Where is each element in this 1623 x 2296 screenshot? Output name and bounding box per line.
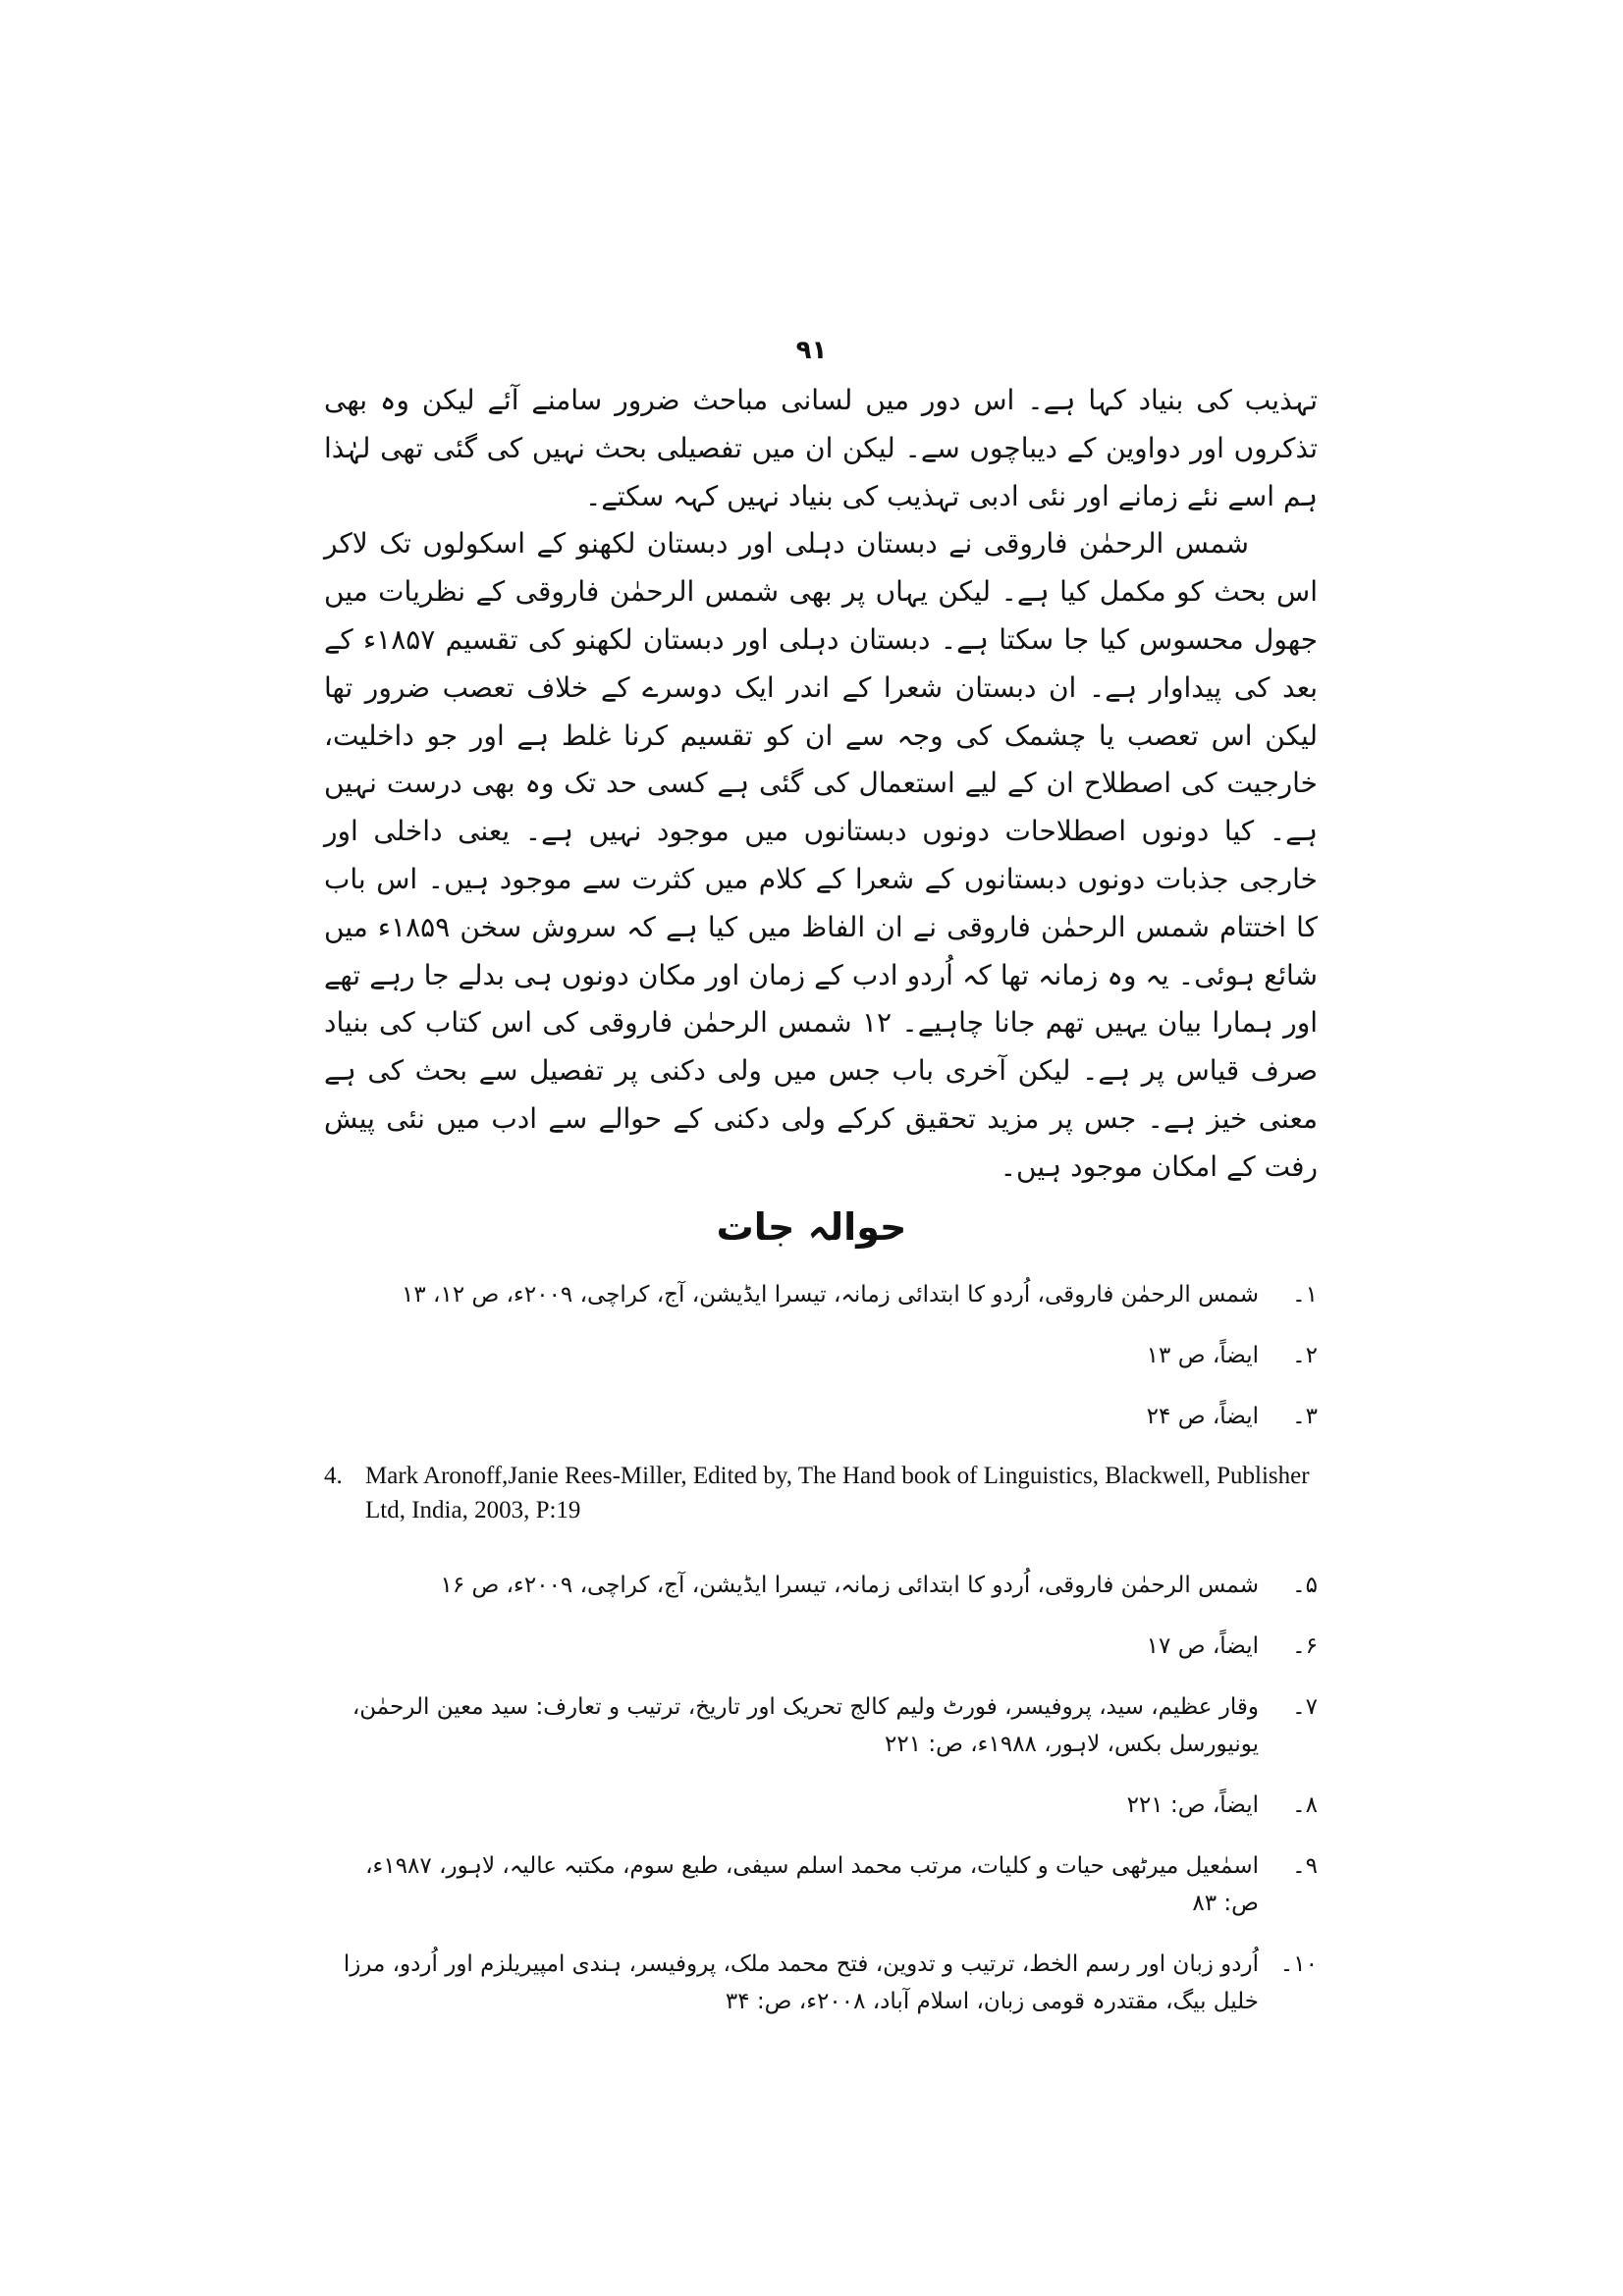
reference-number: ۲۔ bbox=[1292, 1343, 1318, 1368]
reference-number: 4. bbox=[324, 1463, 343, 1489]
reference-text: اُردو زبان اور رسم الخط، ترتیب و تدوین، فتح محمد ملک، پروفیسر، ہندی امپیریلزم اور اُردو، مرزا خلیل بیگ، مقتدرہ قومی زبان، اسلام آباد، ۲۰۰۸ء، ص: ۳۴ bbox=[343, 1951, 1259, 2014]
reference-item bbox=[324, 1337, 1318, 1374]
reference-text: شمس الرحمٰن فاروقی، اُردو کا ابتدائی زمانہ، تیسرا ایڈیشن، آج، کراچی، ۲۰۰۹ء، ص ۱۶ bbox=[440, 1573, 1259, 1598]
reference-number: ۷۔ bbox=[1292, 1694, 1318, 1720]
reference-number: ۶۔ bbox=[1292, 1633, 1318, 1659]
reference-number: ۱۔ bbox=[1292, 1282, 1318, 1308]
reference-item bbox=[324, 1847, 1318, 1922]
reference-item bbox=[324, 1787, 1318, 1824]
reference-number: ۵۔ bbox=[1292, 1573, 1318, 1598]
reference-text: وقار عظیم، سید، پروفیسر، فورٹ ولیم کالج تحریک اور تاریخ، ترتیب و تعارف: سید معین الرحمٰن، یونیورسل بکس، لاہور، ۱۹۸۸ء، ص: ۲۲۱ bbox=[352, 1694, 1259, 1757]
reference-item bbox=[324, 1398, 1318, 1435]
reference-item bbox=[324, 1567, 1318, 1604]
reference-item bbox=[324, 1688, 1318, 1763]
reference-number: ۱۰۔ bbox=[1279, 1951, 1318, 1977]
reference-number: ۸۔ bbox=[1292, 1792, 1318, 1818]
references-list bbox=[324, 1276, 1318, 2044]
page-number: ۹۱ bbox=[795, 336, 828, 365]
reference-item bbox=[324, 1459, 1318, 1527]
reference-text: اسمٰعیل میرٹھی حیات و کلیات، مرتب محمد اسلم سیفی، طبع سوم، مکتبہ عالیہ، لاہور، ۱۹۸۷ء، ص: ۸۳ bbox=[365, 1853, 1259, 1916]
reference-number: ۹۔ bbox=[1292, 1853, 1318, 1879]
reference-text: ایضاً، ص ۱۳ bbox=[1146, 1343, 1259, 1368]
references-heading: حوالہ جات bbox=[716, 1205, 907, 1249]
reference-item bbox=[324, 1276, 1318, 1313]
reference-text: ایضاً، ص: ۲۲۱ bbox=[1126, 1792, 1259, 1818]
reference-text: شمس الرحمٰن فاروقی، اُردو کا ابتدائی زمانہ، تیسرا ایڈیشن، آج، کراچی، ۲۰۰۹ء، ص ۱۲، ۱۳ bbox=[402, 1282, 1259, 1308]
reference-item bbox=[324, 1628, 1318, 1665]
reference-text: ایضاً، ص ۱۷ bbox=[1146, 1633, 1259, 1659]
body-text bbox=[324, 377, 1318, 1192]
reference-text: Mark Aronoff,Janie Rees-Miller, Edited by, The Hand book of Linguistics, Blackwell, Publisher Ltd, India, 2003, P:19 bbox=[365, 1463, 1310, 1523]
reference-text: ایضاً، ص ۲۴ bbox=[1146, 1404, 1259, 1429]
paragraph: تہذیب کی بنیاد کہا ہے۔ اس دور میں لسانی مباحث ضرور سامنے آئے لیکن وہ بھی تذکروں اور دواوین کے دیباچوں سے۔ لیکن ان میں تفصیلی بحث نہیں کی گئی تھی لہٰذا ہم اسے نئے زمانے اور نئی ادبی تہذیب کی بنیاد نہیں کہہ سکتے۔ bbox=[324, 384, 1318, 512]
reference-item bbox=[324, 1946, 1318, 2020]
paragraph: شمس الرحمٰن فاروقی نے دبستان دہلی اور دبستان لکھنو کے اسکولوں تک لاکر اس بحث کو مکمل کیا ہے۔ لیکن یہاں پر بھی شمس الرحمٰن فاروقی کے نظریات میں جھول محسوس کیا جا سکتا ہے۔ دبستان دہلی اور دبستان لکھنو کی تقسیم ۱۸۵۷ء کے بعد کی پیداوار ہے۔ ان دبستان شعرا کے اندر ایک دوسرے کے خلاف تعصب ضرور تھا لیکن اس تعصب یا چشمک کی وجہ سے ان کو تقسیم کرنا غلط ہے اور جو داخلیت، خارجیت کی اصطلاح ان کے لیے استعمال کی گئی ہے کسی حد تک وہ بھی درست نہیں ہے۔ کیا دونوں اصطلاحات دونوں دبستانوں میں موجود نہیں ہے۔ یعنی داخلی اور خارجی جذبات دونوں دبستانوں کے شعرا کے کلام میں کثرت سے موجود ہیں۔ اس باب کا اختتام شمس الرحمٰن فاروقی نے ان الفاظ میں کیا ہے کہ سروش سخن ۱۸۵۹ء میں شائع ہوئی۔ یہ وہ زمانہ تھا کہ اُردو ادب کے زمان اور مکان دونوں ہی بدلے جا رہے تھے اور ہمارا بیان یہیں تھم جانا چاہیے۔ ۱۲ شمس الرحمٰن فاروقی کی اس کتاب کی بنیاد صرف قیاس پر ہے۔ لیکن آخری باب جس میں ولی دکنی پر تفصیل سے بحث کی ہے معنی خیز ہے۔ جس پر مزید تحقیق کرکے ولی دکنی کے حوالے سے ادب میں نئی پیش رفت کے امکان موجود ہیں۔ bbox=[324, 527, 1319, 1183]
reference-number: ۳۔ bbox=[1292, 1404, 1318, 1429]
